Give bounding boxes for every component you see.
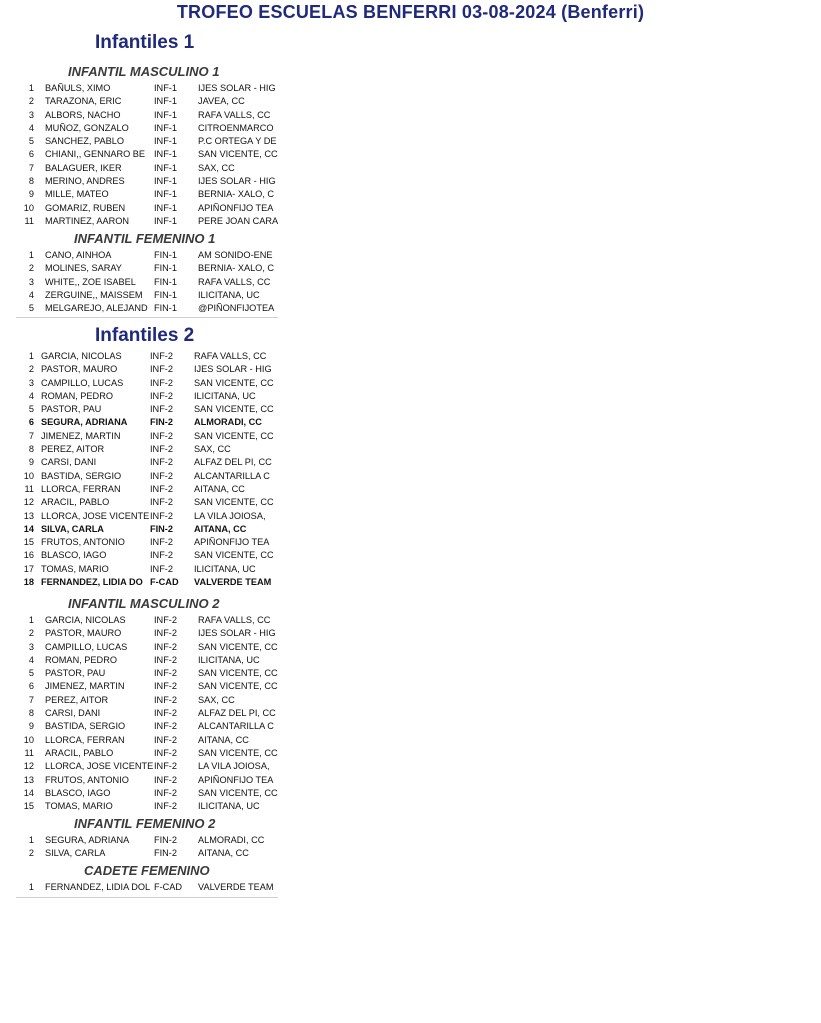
club-cell: APIÑONFIJO TEA [198,202,274,213]
category-cell: FIN-2 [154,848,177,859]
group-title-infantiles-2: Infantiles 2 [95,325,195,346]
results-list-cadete-femenino [16,881,278,894]
category-cell: INF-1 [154,215,177,226]
result-row [16,787,278,800]
result-row [16,122,278,135]
result-row [16,403,278,416]
result-row [16,536,278,549]
result-row [16,135,278,148]
category-cell: FIN-1 [154,303,177,314]
result-row [16,430,278,443]
rider-name-cell: TOMAS, MARIO [41,563,109,574]
position-cell: 10 [23,734,34,745]
rider-name-cell: FRUTOS, ANTONIO [45,774,129,785]
result-row [16,350,278,363]
position-cell: 5 [28,404,34,415]
rider-name-cell: LLORCA, FERRAN [41,483,121,494]
category-cell: FIN-2 [150,523,173,534]
rider-name-cell: CHIANI,, GENNARO BE [45,149,146,160]
rider-name-cell: ARACIL, PABLO [41,497,110,508]
category-cell: INF-2 [150,351,173,361]
position-cell: 11 [24,215,34,226]
club-cell: APIÑONFIJO TEA [198,774,274,785]
rider-name-cell: JIMENEZ, MARTIN [45,681,125,692]
position-cell: 2 [28,263,34,274]
result-row [16,774,278,787]
position-cell: 11 [24,483,34,494]
rider-name-cell: BASTIDA, SERGIO [45,721,126,732]
position-cell: 4 [28,390,34,401]
rider-name-cell: CAMPILLO, LUCAS [41,377,124,388]
results-list-infantiles-2-overall [16,350,278,589]
result-row [16,747,278,760]
position-cell: 5 [28,303,34,314]
rider-name-cell: ARACIL, PABLO [45,747,114,758]
result-row [16,614,278,627]
category-cell: INF-1 [154,96,177,107]
rider-name-cell: SEGURA, ADRIANA [41,417,128,428]
result-row [16,707,278,720]
rider-name-cell: BAÑULS, XIMO [45,83,111,93]
position-cell: 17 [23,563,34,574]
position-cell: 14 [23,523,34,534]
rider-name-cell: PASTOR, MAURO [41,364,118,375]
club-cell: SAN VICENTE, CC [198,641,278,652]
position-cell: 5 [28,668,34,679]
results-list-infantil-masculino-2 [16,614,278,813]
position-cell: 7 [28,430,34,441]
position-cell: 4 [28,289,34,300]
result-row [16,760,278,773]
position-cell: 6 [28,417,34,428]
position-cell: 1 [28,250,34,260]
category-cell: INF-2 [150,390,173,401]
rider-name-cell: GARCIA, NICOLAS [41,351,122,361]
result-row [16,641,278,654]
club-cell: ILICITANA, UC [198,654,260,665]
rider-name-cell: PASTOR, PAU [41,404,102,415]
category-cell: INF-2 [150,550,173,561]
result-row [16,175,278,188]
category-cell: INF-2 [154,628,177,639]
result-row [16,302,278,315]
position-cell: 1 [28,351,34,361]
category-cell: FIN-2 [150,417,173,428]
club-cell: ILICITANA, UC [194,563,256,574]
club-cell: ILICITANA, UC [198,289,260,300]
category-cell: FIN-1 [154,276,177,287]
club-cell: P.C ORTEGA Y DE [198,136,277,147]
club-cell: ALMORADI, CC [194,417,262,428]
rider-name-cell: GOMARIZ, RUBEN [45,202,126,213]
club-cell: RAFA VALLS, CC [198,615,271,625]
rider-name-cell: BLASCO, IAGO [45,787,111,798]
category-cell: INF-2 [150,444,173,455]
rider-name-cell: SANCHEZ, PABLO [45,136,124,147]
category-cell: INF-2 [150,404,173,415]
position-cell: 4 [28,122,34,133]
result-row [16,390,278,403]
position-cell: 13 [23,510,34,521]
position-cell: 15 [23,537,34,548]
position-cell: 3 [28,641,34,652]
category-cell: INF-1 [154,189,177,200]
club-cell: SAN VICENTE, CC [198,668,278,679]
rider-name-cell: SEGURA, ADRIANA [45,835,130,845]
page-title: TROFEO ESCUELAS BENFERRI 03-08-2024 (Benferri) [176,2,645,22]
category-cell: FIN-1 [154,289,177,300]
position-cell: 8 [28,708,34,719]
category-cell: INF-2 [154,615,177,625]
result-row [16,262,278,275]
position-cell: 2 [28,628,34,639]
rider-name-cell: PEREZ, AITOR [41,444,105,455]
category-cell: INF-2 [154,708,177,719]
result-row [16,680,278,693]
result-row [16,563,278,576]
position-cell: 16 [23,550,34,561]
category-cell: INF-2 [150,377,173,388]
category-cell: INF-2 [150,563,173,574]
club-cell: SAN VICENTE, CC [198,787,278,798]
position-cell: 9 [28,189,34,200]
club-cell: RAFA VALLS, CC [198,109,271,120]
club-cell: BERNIA- XALO, C [198,263,275,274]
category-cell: INF-2 [154,721,177,732]
group-title-infantiles-1: Infantiles 1 [95,32,195,53]
position-cell: 12 [23,761,34,772]
rider-name-cell: GARCIA, NICOLAS [45,615,126,625]
result-row [16,470,278,483]
rider-name-cell: SILVA, CARLA [45,848,106,859]
position-cell: 7 [28,694,34,705]
category-cell: INF-2 [150,364,173,375]
category-cell: INF-1 [154,149,177,160]
section-title-infantil-masculino-1: INFANTIL MASCULINO 1 [68,64,220,79]
category-cell: INF-2 [154,641,177,652]
rider-name-cell: PEREZ, AITOR [45,694,109,705]
club-cell: VALVERDE TEAM [198,882,274,892]
result-row [16,109,278,122]
category-cell: F-CAD [154,882,183,892]
category-cell: INF-2 [154,747,177,758]
position-cell: 3 [28,109,34,120]
category-cell: INF-2 [150,457,173,468]
position-cell: 14 [23,787,34,798]
position-cell: 6 [28,149,34,160]
position-cell: 13 [23,774,34,785]
rider-name-cell: FRUTOS, ANTONIO [41,537,125,548]
rider-name-cell: MUÑOZ, GONZALO [45,122,129,133]
position-cell: 2 [28,848,34,859]
result-row [16,289,278,302]
club-cell: SAX, CC [198,694,235,705]
club-cell: SAN VICENTE, CC [194,430,274,441]
category-cell: INF-2 [154,694,177,705]
section-title-infantil-femenino-1: INFANTIL FEMENINO 1 [74,231,216,246]
result-row [16,377,278,390]
club-cell: SAX, CC [194,444,231,455]
position-cell: 9 [28,721,34,732]
position-cell: 2 [28,96,34,107]
result-row [16,416,278,429]
rider-name-cell: ALBORS, NACHO [45,109,121,120]
results-list-infantil-femenino-2 [16,834,278,861]
results-list-infantil-femenino-1 [16,249,278,315]
category-cell: INF-2 [154,668,177,679]
category-cell: INF-1 [154,176,177,187]
category-cell: INF-2 [150,430,173,441]
rider-name-cell: CARSI, DANI [41,457,97,468]
section-title-infantil-masculino-2: INFANTIL MASCULINO 2 [68,596,220,611]
category-cell: INF-2 [154,734,177,745]
result-row [16,576,278,589]
club-cell: BERNIA- XALO, C [198,189,275,200]
category-cell: INF-2 [150,497,173,508]
rider-name-cell: WHITE,, ZOE ISABEL [45,276,136,287]
rider-name-cell: MOLINES, SARAY [45,263,122,274]
club-cell: ALCANTARILLA C [194,470,270,481]
category-cell: INF-2 [150,483,173,494]
club-cell: AITANA, CC [194,523,247,534]
club-cell: SAN VICENTE, CC [194,404,274,415]
club-cell: @PIÑONFIJOTEA [198,303,275,314]
category-cell: INF-2 [154,761,177,772]
club-cell: IJES SOLAR - HIG [198,176,276,187]
category-cell: INF-2 [154,681,177,692]
position-cell: 10 [23,470,34,481]
category-cell: INF-2 [154,774,177,785]
result-row [16,847,278,860]
club-cell: PERE JOAN CARA [198,215,278,226]
category-cell: INF-2 [150,510,173,521]
result-row [16,202,278,215]
club-cell: LA VILA JOIOSA, [194,510,266,521]
rider-name-cell: MERINO, ANDRES [45,176,125,187]
result-row [16,82,278,95]
position-cell: 7 [28,162,34,173]
result-row [16,162,278,175]
result-row [16,188,278,201]
position-cell: 6 [28,681,34,692]
category-cell: INF-1 [154,83,177,93]
club-cell: SAX, CC [198,162,235,173]
category-cell: F-CAD [150,577,179,588]
rider-name-cell: LLORCA, JOSE VICENTE [41,510,150,521]
rider-name-cell: MELGAREJO, ALEJAND [45,303,148,314]
club-cell: SAN VICENTE, CC [198,149,278,160]
category-cell: INF-1 [154,109,177,120]
category-cell: FIN-2 [154,835,177,845]
club-cell: LA VILA JOIOSA, [198,761,270,772]
club-cell: IJES SOLAR - HIG [194,364,272,375]
position-cell: 2 [28,364,34,375]
club-cell: VALVERDE TEAM [194,577,272,588]
rider-name-cell: FERNANDEZ, LIDIA DOL [45,882,151,892]
category-cell: INF-1 [154,202,177,213]
position-cell: 15 [23,801,34,812]
club-cell: ALCANTARILLA C [198,721,274,732]
rider-name-cell: ROMAN, PEDRO [45,654,117,665]
rider-name-cell: BASTIDA, SERGIO [41,470,122,481]
result-row [16,654,278,667]
divider [16,897,278,898]
category-cell: INF-2 [150,470,173,481]
rider-name-cell: MARTINEZ, AARON [45,215,130,226]
position-cell: 12 [23,497,34,508]
rider-name-cell: ZERGUINE,, MAISSEM [45,289,143,300]
club-cell: AITANA, CC [198,734,249,745]
club-cell: SAN VICENTE, CC [198,747,278,758]
divider [16,317,278,318]
rider-name-cell: PASTOR, MAURO [45,628,122,639]
result-row [16,667,278,680]
club-cell: ALFAZ DEL PI, CC [194,457,272,468]
section-title-cadete-femenino: CADETE FEMENINO [84,863,210,878]
result-row [16,881,278,894]
rider-name-cell: CARSI, DANI [45,708,101,719]
result-row [16,363,278,376]
position-cell: 1 [28,835,34,845]
rider-name-cell: TOMAS, MARIO [45,801,113,812]
position-cell: 11 [24,747,34,758]
result-row [16,249,278,262]
result-row [16,834,278,847]
rider-name-cell: LLORCA, FERRAN [45,734,125,745]
position-cell: 3 [28,276,34,287]
rider-name-cell: BLASCO, IAGO [41,550,107,561]
rider-name-cell: SILVA, CARLA [41,523,104,534]
result-row [16,496,278,509]
position-cell: 1 [28,615,34,625]
rider-name-cell: PASTOR, PAU [45,668,106,679]
rider-name-cell: FERNANDEZ, LIDIA DO [41,577,143,588]
rider-name-cell: TARAZONA, ERIC [45,96,122,107]
category-cell: INF-2 [154,787,177,798]
position-cell: 1 [28,882,34,892]
rider-name-cell: LLORCA, JOSE VICENTE [45,761,154,772]
result-row [16,215,278,228]
result-row [16,549,278,562]
result-row [16,523,278,536]
category-cell: INF-2 [154,801,177,812]
club-cell: AITANA, CC [194,483,245,494]
result-row [16,720,278,733]
result-row [16,148,278,161]
result-row [16,734,278,747]
rider-name-cell: MILLE, MATEO [45,189,109,200]
club-cell: SAN VICENTE, CC [194,377,274,388]
club-cell: IJES SOLAR - HIG [198,628,276,639]
category-cell: INF-1 [154,136,177,147]
category-cell: INF-1 [154,122,177,133]
club-cell: AITANA, CC [198,848,249,859]
rider-name-cell: CAMPILLO, LUCAS [45,641,128,652]
club-cell: SAN VICENTE, CC [194,550,274,561]
rider-name-cell: CANO, AINHOA [45,250,112,260]
result-row [16,483,278,496]
result-row [16,443,278,456]
category-cell: FIN-1 [154,250,177,260]
rider-name-cell: ROMAN, PEDRO [41,390,113,401]
position-cell: 1 [28,83,34,93]
club-cell: IJES SOLAR - HIG [198,83,276,93]
position-cell: 18 [23,577,34,588]
position-cell: 8 [28,444,34,455]
club-cell: CITROENMARCO [198,122,274,133]
position-cell: 8 [28,176,34,187]
club-cell: ILICITANA, UC [194,390,256,401]
club-cell: AM SONIDO-ENE [198,250,273,260]
results-list-infantil-masculino-1 [16,82,278,228]
result-row [16,694,278,707]
result-row [16,95,278,108]
result-row [16,276,278,289]
result-row [16,510,278,523]
position-cell: 3 [28,377,34,388]
club-cell: ILICITANA, UC [198,801,260,812]
category-cell: INF-2 [150,537,173,548]
result-row [16,627,278,640]
result-row [16,800,278,813]
section-title-infantil-femenino-2: INFANTIL FEMENINO 2 [74,816,216,831]
club-cell: RAFA VALLS, CC [198,276,271,287]
club-cell: SAN VICENTE, CC [198,681,278,692]
result-row [16,456,278,469]
category-cell: INF-1 [154,162,177,173]
position-cell: 5 [28,136,34,147]
position-cell: 10 [23,202,34,213]
club-cell: JAVEA, CC [198,96,245,107]
club-cell: APIÑONFIJO TEA [194,537,270,548]
rider-name-cell: BALAGUER, IKER [45,162,122,173]
position-cell: 4 [28,654,34,665]
rider-name-cell: JIMENEZ, MARTIN [41,430,121,441]
club-cell: ALMORADI, CC [198,835,265,845]
club-cell: ALFAZ DEL PI, CC [198,708,276,719]
club-cell: RAFA VALLS, CC [194,351,267,361]
category-cell: INF-2 [154,654,177,665]
club-cell: SAN VICENTE, CC [194,497,274,508]
position-cell: 9 [28,457,34,468]
category-cell: FIN-1 [154,263,177,274]
